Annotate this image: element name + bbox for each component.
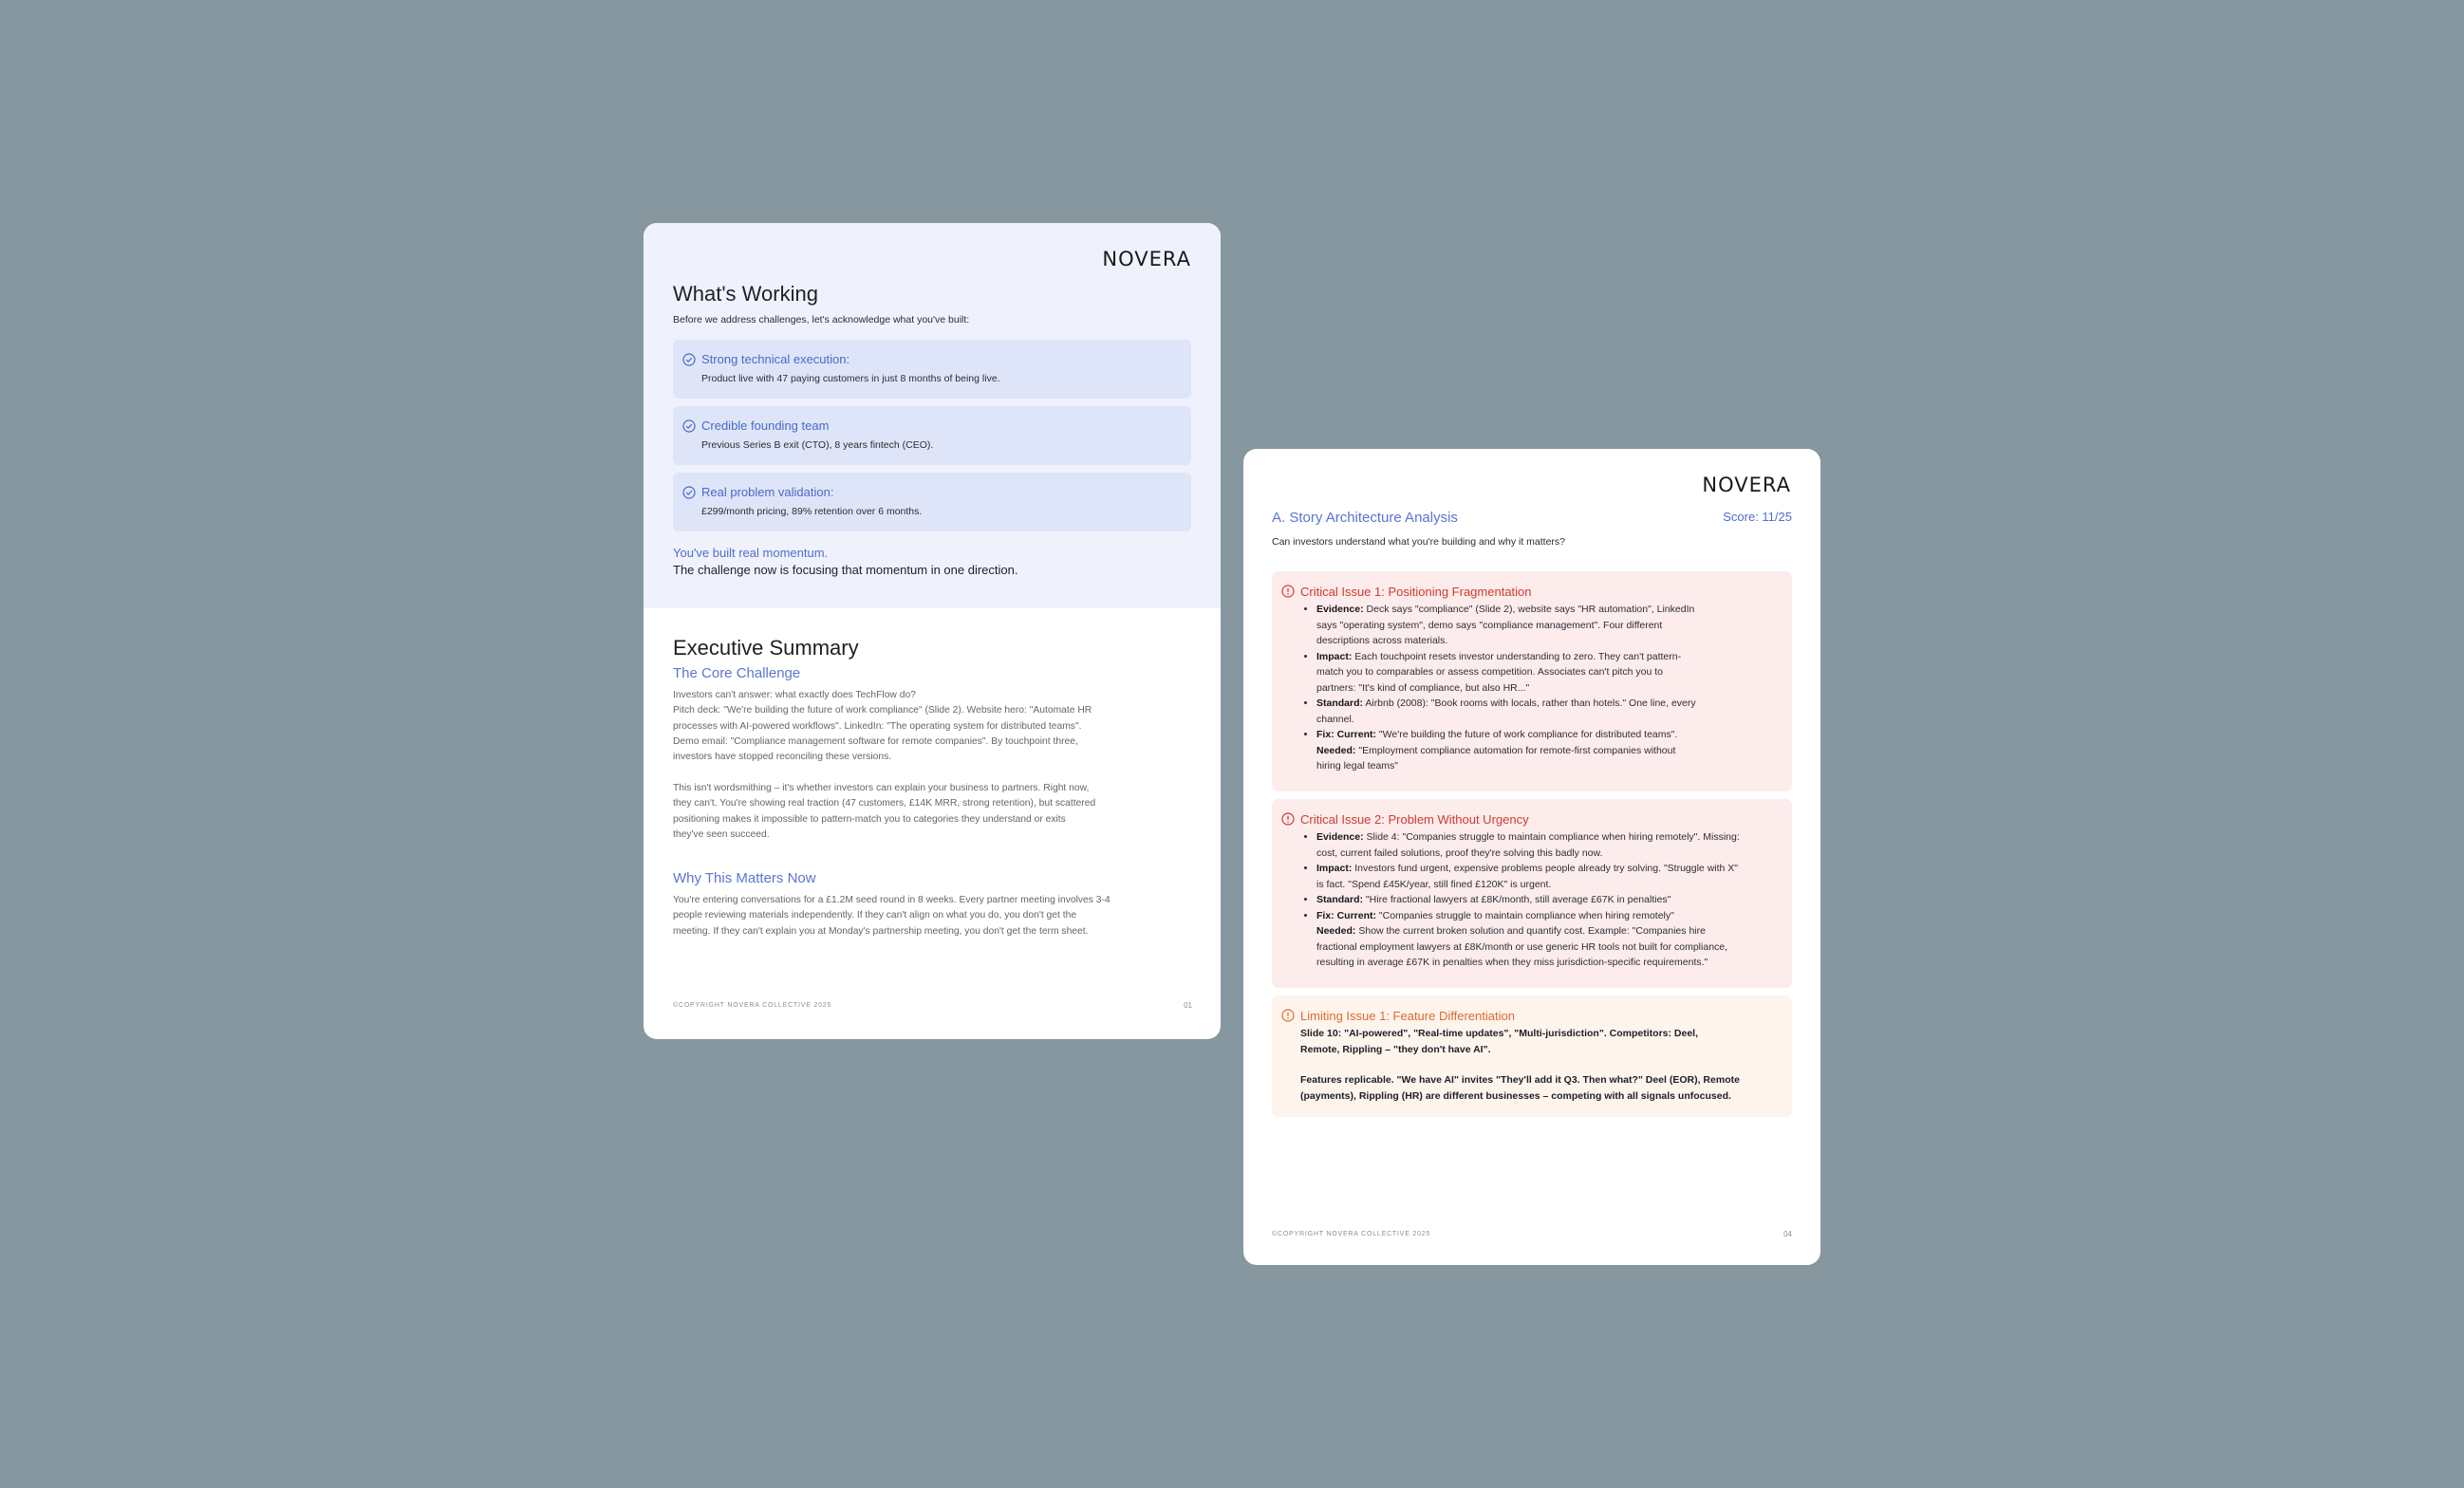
card-title: Strong technical execution:: [701, 352, 850, 366]
bullet-impact: • Impact: Each touchpoint resets investor understanding to zero. They can't pattern- match you to comparables or assess competition. Associates can't pitch you to partners: "It's kind of compliance, but also HR...": [1316, 649, 1772, 697]
momentum-line-1: You've built real momentum.: [673, 546, 829, 560]
bullet-fix: • Fix: Current: "We're building the future of work compliance for distributed teams". Needed: "Employment compliance automation for remote-first companies without hiring legal teams": [1316, 727, 1772, 774]
novera-logo: NOVERA: [1702, 474, 1791, 496]
analysis-question: Can investors understand what you're building and why it matters?: [1272, 536, 1566, 548]
core-challenge-heading: The Core Challenge: [673, 665, 801, 681]
executive-summary-title: Executive Summary: [673, 636, 859, 660]
alert-circle-icon: [1281, 1009, 1295, 1022]
document-page-2: [1243, 449, 1820, 1265]
text-line: Slide 10: "AI-powered", "Real-time updates", "Multi-jurisdiction". Competitors: Deel,: [1300, 1028, 1699, 1039]
wordsmithing-paragraph: [673, 781, 1148, 843]
working-card-1: [673, 340, 1191, 399]
issue-bullets: [1302, 829, 1801, 971]
critical-issue-1: [1272, 571, 1792, 791]
text-line: meeting. If they can't explain you at Monday's partnership meeting, you don't get the term sheet.: [673, 925, 1089, 937]
whats-working-intro: Before we address challenges, let's acknowledge what you've built:: [673, 314, 970, 326]
card-desc: £299/month pricing, 89% retention over 6 months.: [701, 506, 923, 517]
text-line: You're entering conversations for a £1.2M seed round in 8 weeks. Every partner meeting involves 3-4: [673, 895, 1111, 905]
issue-title: Critical Issue 2: Problem Without Urgency: [1300, 812, 1529, 827]
bullet-impact: • Impact: Investors fund urgent, expensive problems people already try solving. "Struggle with X" is fact. "Spend £45K/year, still fined £120K" is urgent.: [1316, 861, 1801, 892]
bullet-standard: • Standard: Airbnb (2008): "Book rooms with locals, rather than hotels." One line, every channel.: [1316, 696, 1772, 727]
card-title: Real problem validation:: [701, 485, 834, 499]
text-line: investors have stopped reconciling these versions.: [673, 752, 892, 763]
text-line: Demo email: "Compliance management software for remote companies". By touchpoint three,: [673, 735, 1078, 747]
text-line: processes with AI-powered workflows". LinkedIn: "The operating system for distributed teams".: [673, 720, 1082, 732]
alert-circle-icon: [1281, 812, 1295, 826]
bullet-standard: • Standard: "Hire fractional lawyers at £8K/month, still average £67K in penalties": [1316, 892, 1801, 908]
bullet-evidence: • Evidence: Deck says "compliance" (Slide 2), website says "HR automation", LinkedIn says "operating system", demo says "compliance management". Four different descriptions across materials.: [1316, 602, 1772, 649]
novera-logo: NOVERA: [1102, 248, 1191, 270]
text-line: they can't. You're showing real traction (47 customers, £14K MRR, strong retention), but scattered: [673, 798, 1096, 809]
critical-issue-2: [1272, 799, 1792, 988]
text-line: This isn't wordsmithing – it's whether investors can explain your business to partners. Right now,: [673, 783, 1090, 793]
text-line: people reviewing materials independently. If they can't align on what you do, you don't get the: [673, 910, 1077, 921]
page-number: 01: [1184, 1001, 1192, 1010]
limiting-issue-1: [1272, 995, 1792, 1117]
card-desc: Previous Series B exit (CTO), 8 years fintech (CEO).: [701, 439, 934, 451]
limiting-paragraph-2: [1300, 1072, 1765, 1104]
check-circle-icon: [682, 486, 696, 499]
text-line: they've seen succeed.: [673, 828, 770, 840]
card-desc: Product live with 47 paying customers in just 8 months of being live.: [701, 373, 1000, 384]
copyright-footer: ©COPYRIGHT NOVERA COLLECTIVE 2025: [1272, 1231, 1431, 1237]
issue-title: Critical Issue 1: Positioning Fragmentation: [1300, 585, 1532, 599]
text-line: Pitch deck: "We're building the future of work compliance" (Slide 2). Website hero: "Automate HR: [673, 705, 1092, 716]
alert-circle-icon: [1281, 585, 1295, 598]
limiting-paragraph-1: [1300, 1026, 1765, 1057]
core-challenge-paragraph: [673, 688, 1148, 765]
momentum-line-2: The challenge now is focusing that momentum in one direction.: [673, 563, 1018, 577]
whats-working-title: What's Working: [673, 282, 818, 306]
check-circle-icon: [682, 419, 696, 433]
card-title: Credible founding team: [701, 418, 830, 433]
text-line: Features replicable. "We have AI" invites "They'll add it Q3. Then what?" Deel (EOR), Remote: [1300, 1074, 1740, 1086]
score-label: Score: 11/25: [1723, 510, 1792, 524]
text-line: Investors can't answer: what exactly does TechFlow do?: [673, 690, 916, 700]
text-line: positioning makes it impossible to pattern-match you to categories they understand or exits: [673, 813, 1066, 825]
working-card-3: [673, 473, 1191, 531]
working-card-2: [673, 406, 1191, 465]
document-page-1: [644, 223, 1221, 1039]
why-matters-paragraph: [673, 893, 1148, 939]
bullet-evidence: • Evidence: Slide 4: "Companies struggle to maintain compliance when hiring remotely". Missing: cost, current failed solutions, proof they're solving this badly now.: [1316, 829, 1801, 861]
analysis-title: A. Story Architecture Analysis: [1272, 510, 1458, 526]
page-number: 04: [1783, 1230, 1792, 1238]
issue-bullets: [1302, 602, 1772, 774]
bullet-fix: • Fix: Current: "Companies struggle to maintain compliance when hiring remotely" Needed: Show the current broken solution and quantify cost. Example: "Companies hire fractional employment lawyers at £8K/month or use generic HR tools not built for compliance, resulting in average £67K in penalties when they miss jurisdiction-specific requirements.": [1316, 908, 1801, 971]
text-line: (payments), Rippling (HR) are different businesses – competing with all signals unfocused.: [1300, 1089, 1731, 1102]
issue-title: Limiting Issue 1: Feature Differentiation: [1300, 1009, 1515, 1023]
text-line: Remote, Rippling – "they don't have AI".: [1300, 1043, 1491, 1055]
copyright-footer: ©COPYRIGHT NOVERA COLLECTIVE 2025: [673, 1002, 832, 1009]
why-matters-heading: Why This Matters Now: [673, 870, 816, 886]
check-circle-icon: [682, 353, 696, 366]
